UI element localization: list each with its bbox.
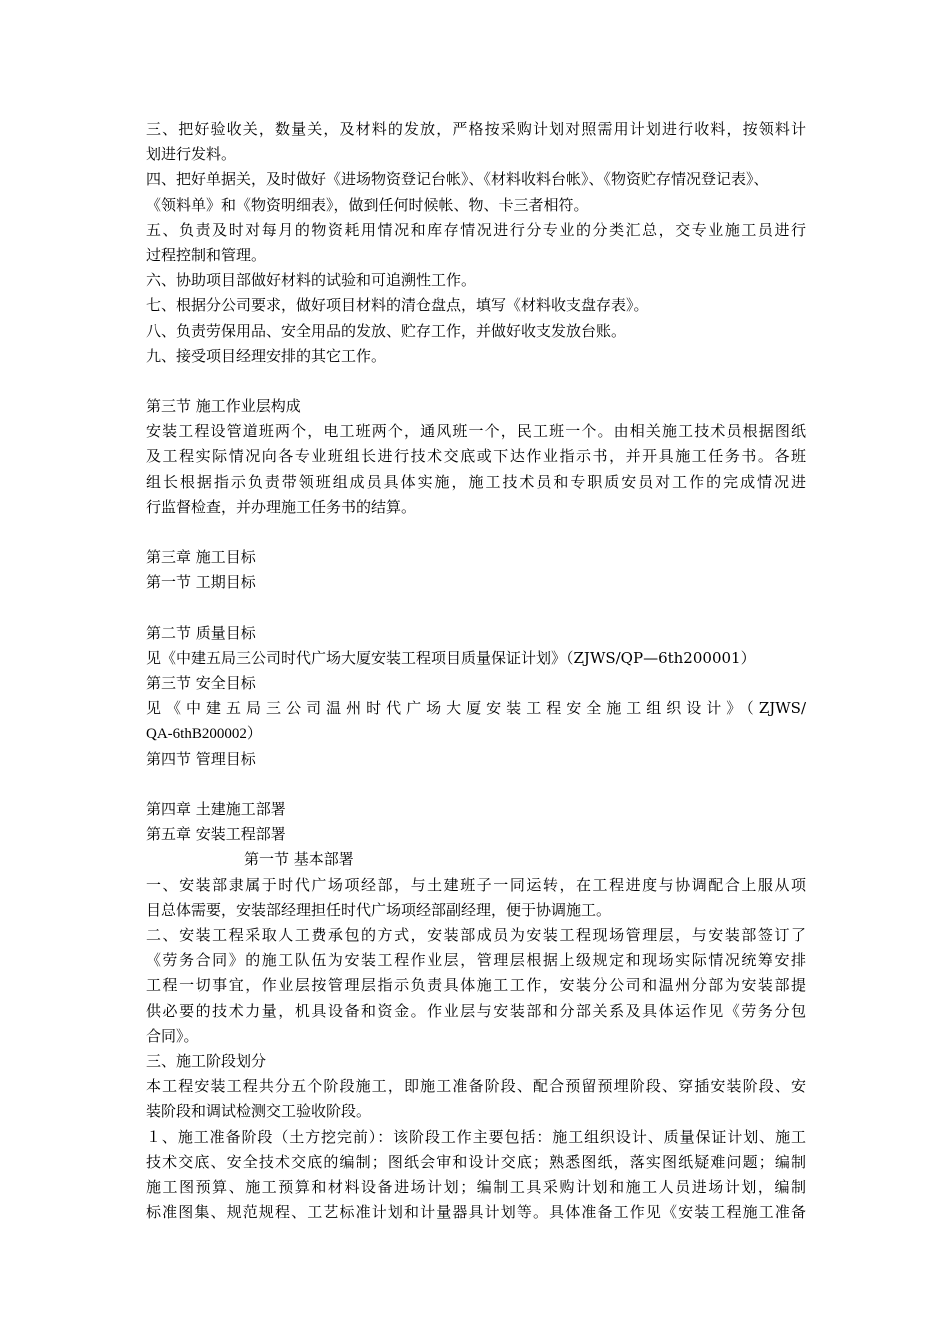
blank-line bbox=[146, 369, 806, 394]
text-line: 九、接受项目经理安排的其它工作。 bbox=[146, 346, 387, 365]
section-heading: 第二节 质量目标 bbox=[146, 623, 256, 642]
text-line: 施工图预算、施工预算和材料设备进场计划；编制工具采购计划和施工人员进场计划，编制 bbox=[146, 1177, 806, 1196]
text-line: 一、安装部隶属于时代广场项经部，与土建班子一同运转，在工程进度与协调配合上服从项 bbox=[146, 875, 806, 894]
blank-line bbox=[146, 520, 806, 545]
text-line: 划进行发料。 bbox=[146, 145, 237, 164]
text-line: 供必要的技术力量，机具设备和资金。作业层与安装部和分部关系及具体运作见《劳务分包 bbox=[146, 1001, 806, 1020]
section-heading: 第三节 施工作业层构成 bbox=[146, 397, 301, 416]
text-line: 二、安装工程采取人工费承包的方式，安装部成员为安装工程现场管理层，与安装部签订了 bbox=[146, 926, 806, 944]
text-line: 及工程实际情况向各专业班组长进行技术交底或下达作业指示书，并开具施工任务书。各班 bbox=[146, 447, 806, 466]
text-line: 安装工程设管道班两个，电工班两个，通风班一个，民工班一个。由相关施工技术员根据图纸 bbox=[146, 422, 806, 441]
chapter-heading: 第五章 安装工程部署 bbox=[146, 825, 286, 844]
text-line: 八、负责劳保用品、安全用品的发放、贮存工作，并做好收支发放台账。 bbox=[146, 321, 627, 340]
section-heading: 第四节 管理目标 bbox=[146, 749, 256, 768]
text-line: 五、负责及时对每月的物资耗用情况和库存情况进行分专业的分类汇总，交专业施工员进行 bbox=[146, 220, 806, 239]
text-line: 合同》。 bbox=[146, 1026, 199, 1045]
section-heading: 第三节 安全目标 bbox=[146, 674, 256, 693]
text-line: 见《中建五局三公司温州时代广场大厦安装工程安全施工组织设计》（ZJWS/ bbox=[146, 699, 806, 718]
section-heading: 第一节 基本部署 bbox=[244, 850, 354, 869]
text-line: 技术交底、安全技术交底的编制；图纸会审和设计交底；熟悉图纸，落实图纸疑难问题；编制 bbox=[146, 1152, 806, 1171]
text-line: 四、把好单据关，及时做好《进场物资登记台帐》、《材料收料台帐》、《物资贮存情况登记表》、 bbox=[146, 170, 769, 189]
text-line: 工程一切事宜，作业层按管理层指示负责具体施工工作，安装分公司和温州分部为安装部提 bbox=[146, 976, 806, 995]
chapter-heading: 第四章 土建施工部署 bbox=[146, 800, 286, 819]
text-line: 《劳务合同》的施工队伍为安装工程作业层，管理层根据上级规定和现场实际情况统筹安排 bbox=[146, 951, 806, 970]
blank-line bbox=[146, 596, 806, 621]
text-line: 组长根据指示负责带领班组成员具体实施，施工技术员和专职质安员对工作的完成情况进 bbox=[146, 472, 806, 491]
text-line: 过程控制和管理。 bbox=[146, 245, 267, 264]
section-heading: 第一节 工期目标 bbox=[146, 573, 256, 592]
text-line: １、施工准备阶段（土方挖完前）：该阶段工作主要包括：施工组织设计、质量保证计划、施工 bbox=[146, 1127, 806, 1146]
text-line: 目总体需要，安装部经理担任时代广场项经部副经理，便于协调施工。 bbox=[146, 900, 612, 919]
chapter-heading: 第三章 施工目标 bbox=[146, 548, 256, 567]
text-line: 三、施工阶段划分 bbox=[146, 1051, 267, 1070]
text-line: 三、把好验收关，数量关，及材料的发放，严格按采购计划对照需用计划进行收料，按领料计 bbox=[146, 120, 806, 138]
text-line: 见《中建五局三公司时代广场大厦安装工程项目质量保证计划》（ZJWS/QP—6th200001） bbox=[146, 648, 756, 667]
text-line: 本工程安装工程共分五个阶段施工，即施工准备阶段、配合预留预埋阶段、穿插安装阶段、安 bbox=[146, 1077, 806, 1096]
blank-line bbox=[146, 772, 806, 797]
document-page bbox=[146, 117, 806, 1225]
text-line: 《领料单》和《物资明细表》，做到任何时候帐、物、卡三者相符。 bbox=[146, 195, 589, 214]
text-line: 装阶段和调试检测交工验收阶段。 bbox=[146, 1102, 372, 1121]
text-line: 标准图集、规范规程、工艺标准计划和计量器具计划等。具体准备工作见《安装工程施工准备 bbox=[146, 1203, 806, 1222]
text-line: 七、根据分公司要求，做好项目材料的清仓盘点，填写《材料收支盘存表》。 bbox=[146, 296, 649, 315]
text-line: 行监督检查，并办理施工任务书的结算。 bbox=[146, 497, 417, 516]
text-line: 六、协助项目部做好材料的试验和可追溯性工作。 bbox=[146, 271, 477, 290]
text-line: QA-6thB200002） bbox=[146, 725, 262, 742]
